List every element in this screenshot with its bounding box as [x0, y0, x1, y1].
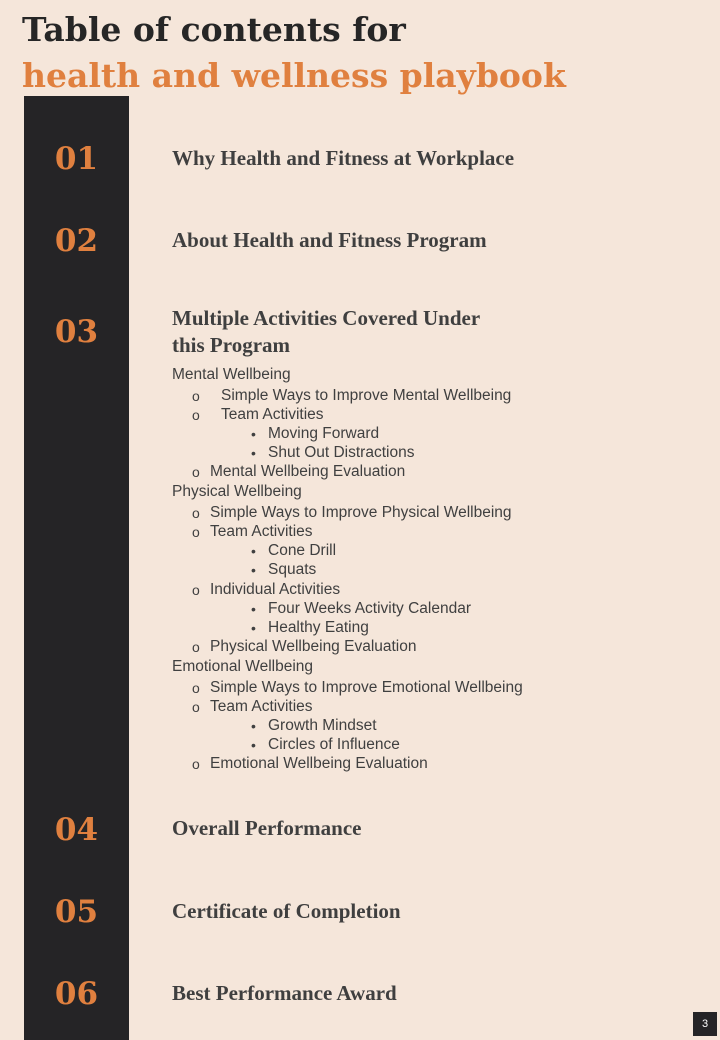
section-number-04: 04 — [54, 812, 99, 848]
bullet-marker: • — [251, 737, 256, 753]
title-line-2: health and wellness playbook — [22, 56, 566, 95]
section-title-06[interactable]: Best Performance Award — [172, 981, 397, 1005]
subsection-emotional-wellbeing: Emotional Wellbeing — [172, 658, 314, 675]
bullet-marker: • — [251, 426, 256, 442]
subsection-physical-wellbeing: Physical Wellbeing — [172, 483, 302, 500]
item-individual-activities: Individual Activities — [210, 581, 341, 598]
bullet-marker: • — [251, 562, 256, 578]
bullet-marker: • — [251, 543, 256, 559]
section-number-02: 02 — [54, 223, 99, 259]
circle-marker: o — [192, 388, 200, 404]
section-title-05[interactable]: Certificate of Completion — [172, 899, 401, 923]
bullet-marker: • — [251, 445, 256, 461]
item-mental-team-activities: Team Activities — [221, 406, 324, 423]
item-physical-evaluation: Physical Wellbeing Evaluation — [210, 638, 417, 655]
item-physical-simple-ways: Simple Ways to Improve Physical Wellbeing — [210, 504, 512, 521]
page-number-badge: 3 — [693, 1012, 717, 1036]
circle-marker: o — [192, 582, 200, 598]
circle-marker: o — [192, 407, 200, 423]
item-moving-forward: Moving Forward — [268, 425, 380, 442]
section-number-01: 01 — [54, 141, 99, 177]
item-mental-evaluation: Mental Wellbeing Evaluation — [210, 463, 406, 480]
circle-marker: o — [192, 524, 200, 540]
item-squats: Squats — [268, 561, 317, 578]
bullet-marker: • — [251, 620, 256, 636]
circle-marker: o — [192, 680, 200, 696]
section-title-02[interactable]: About Health and Fitness Program — [172, 228, 487, 252]
item-cone-drill: Cone Drill — [268, 542, 337, 559]
section-number-06: 06 — [54, 976, 99, 1012]
section-title-01[interactable]: Why Health and Fitness at Workplace — [172, 146, 515, 170]
section-title-04[interactable]: Overall Performance — [172, 816, 362, 840]
item-shut-out-distractions: Shut Out Distractions — [268, 444, 415, 461]
circle-marker: o — [192, 756, 200, 772]
item-mental-simple-ways: Simple Ways to Improve Mental Wellbeing — [221, 387, 512, 404]
subsection-mental-wellbeing: Mental Wellbeing — [172, 366, 291, 383]
item-circles-of-influence: Circles of Influence — [268, 736, 400, 753]
item-healthy-eating: Healthy Eating — [268, 619, 369, 636]
circle-marker: o — [192, 464, 200, 480]
section-number-05: 05 — [54, 894, 99, 930]
section-title-03-line-1[interactable]: Multiple Activities Covered Under — [172, 306, 481, 330]
item-activity-calendar: Four Weeks Activity Calendar — [268, 600, 472, 617]
bullet-marker: • — [251, 718, 256, 734]
title-line-1: Table of contents for — [22, 10, 406, 49]
item-growth-mindset: Growth Mindset — [268, 717, 377, 734]
item-emotional-simple-ways: Simple Ways to Improve Emotional Wellbeing — [210, 679, 523, 696]
section-number-03: 03 — [54, 314, 99, 350]
circle-marker: o — [192, 505, 200, 521]
section-title-03-line-2[interactable]: this Program — [172, 333, 291, 357]
item-emotional-team-activities: Team Activities — [210, 698, 313, 715]
item-physical-team-activities: Team Activities — [210, 523, 313, 540]
item-emotional-evaluation: Emotional Wellbeing Evaluation — [210, 755, 428, 772]
bullet-marker: • — [251, 601, 256, 617]
circle-marker: o — [192, 699, 200, 715]
circle-marker: o — [192, 639, 200, 655]
